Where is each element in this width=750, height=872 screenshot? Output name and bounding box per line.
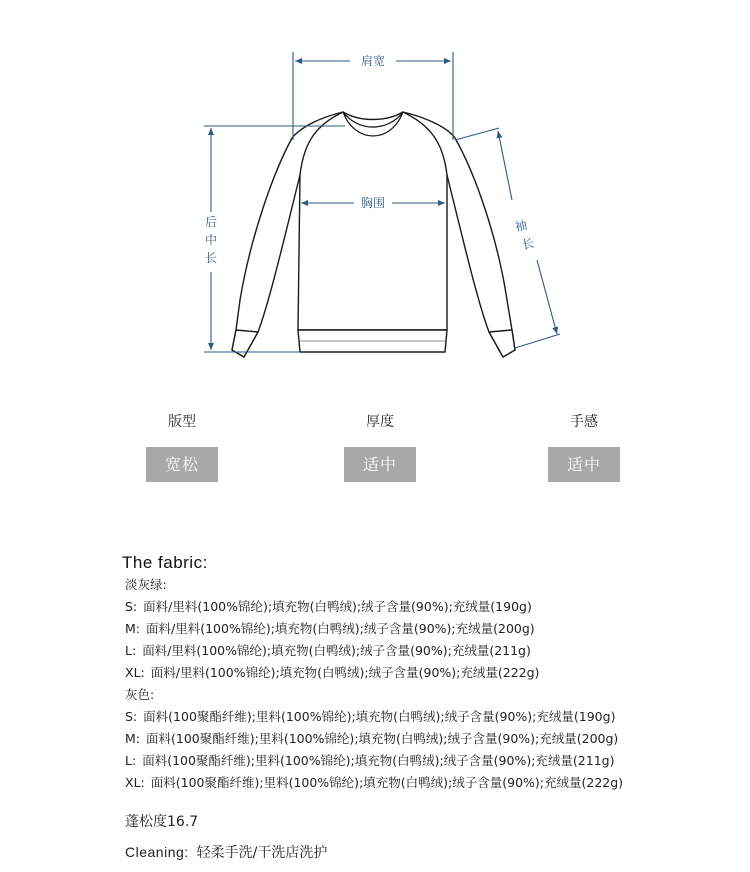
size-label: S: (125, 709, 138, 724)
cleaning-text: 轻柔手洗/干洗店洗护 (196, 845, 328, 861)
back-length-char-3: 长 (204, 251, 218, 265)
property-thickness-value: 适中 (344, 447, 416, 482)
chest-label: 胸围 (360, 196, 386, 210)
sleeve-length-line-top (498, 131, 512, 200)
size-spec: 面料(100聚酯纤维);里料(100%锦纶);填充物(白鸭绒);绒子含量(90%);充绒量(200g) (146, 731, 619, 746)
fabric-size-line (125, 706, 722, 728)
size-spec: 面料(100聚酯纤维);里料(100%锦纶);填充物(白鸭绒);绒子含量(90%);充绒量(222g) (150, 775, 624, 790)
garment-properties (0, 412, 750, 492)
size-spec: 面料/里料(100%锦纶);填充物(白鸭绒);绒子含量(90%);充绒量(222g) (150, 665, 540, 680)
fabric-size-line (125, 596, 722, 618)
back-length-char-1: 后 (204, 215, 218, 229)
back-length-char-2: 中 (204, 233, 218, 247)
property-fit-value: 宽松 (146, 447, 218, 482)
property-thickness (340, 412, 420, 482)
fabric-size-line (125, 640, 722, 662)
property-thickness-title: 厚度 (366, 414, 394, 430)
color-heading-light-gray-green: 淡灰绿: (125, 577, 167, 592)
left-cuff (232, 330, 258, 357)
fabric-heading: The fabric: (122, 553, 208, 572)
property-feel-title: 手感 (570, 414, 598, 430)
color-heading-gray: 灰色: (125, 687, 155, 702)
size-label: M: (125, 621, 140, 636)
loft-rating: 蓬松度16.7 (125, 814, 199, 830)
property-feel (544, 412, 624, 482)
fabric-size-line (125, 750, 722, 772)
cleaning-label: Cleaning: (125, 844, 189, 860)
right-cuff (489, 330, 515, 357)
size-label: M: (125, 731, 140, 746)
size-spec: 面料/里料(100%锦纶);填充物(白鸭绒);绒子含量(90%);充绒量(190g) (143, 599, 532, 614)
size-label: XL: (125, 775, 145, 790)
sleeve-length-char-2: 长 (520, 235, 536, 253)
property-fit-title: 版型 (168, 414, 196, 430)
property-fit (142, 412, 222, 482)
fabric-size-line (125, 618, 722, 640)
size-label: L: (125, 643, 137, 658)
sweater-outline (232, 112, 515, 357)
shoulder-width-label: 肩宽 (360, 54, 386, 68)
sweater-body (298, 112, 447, 330)
size-label: L: (125, 753, 137, 768)
property-feel-value: 适中 (548, 447, 620, 482)
size-spec: 面料(100聚酯纤维);里料(100%锦纶);填充物(白鸭绒);绒子含量(90%);充绒量(211g) (142, 753, 615, 768)
fabric-size-line (125, 662, 722, 684)
fabric-section (122, 552, 722, 794)
cleaning-instructions (125, 842, 327, 862)
size-spec: 面料/里料(100%锦纶);填充物(白鸭绒);绒子含量(90%);充绒量(200g) (146, 621, 535, 636)
sleeve-length-line-bottom (537, 260, 557, 334)
size-spec: 面料/里料(100%锦纶);填充物(白鸭绒);绒子含量(90%);充绒量(211g) (142, 643, 531, 658)
size-spec: 面料(100聚酯纤维);里料(100%锦纶);填充物(白鸭绒);绒子含量(90%);充绒量(190g) (143, 709, 616, 724)
size-label: S: (125, 599, 138, 614)
sweater-measurement-diagram (0, 0, 750, 380)
fabric-size-line (125, 728, 722, 750)
fabric-size-line (125, 772, 722, 794)
sleeve-length-char-1: 袖 (513, 217, 529, 235)
size-label: XL: (125, 665, 145, 680)
